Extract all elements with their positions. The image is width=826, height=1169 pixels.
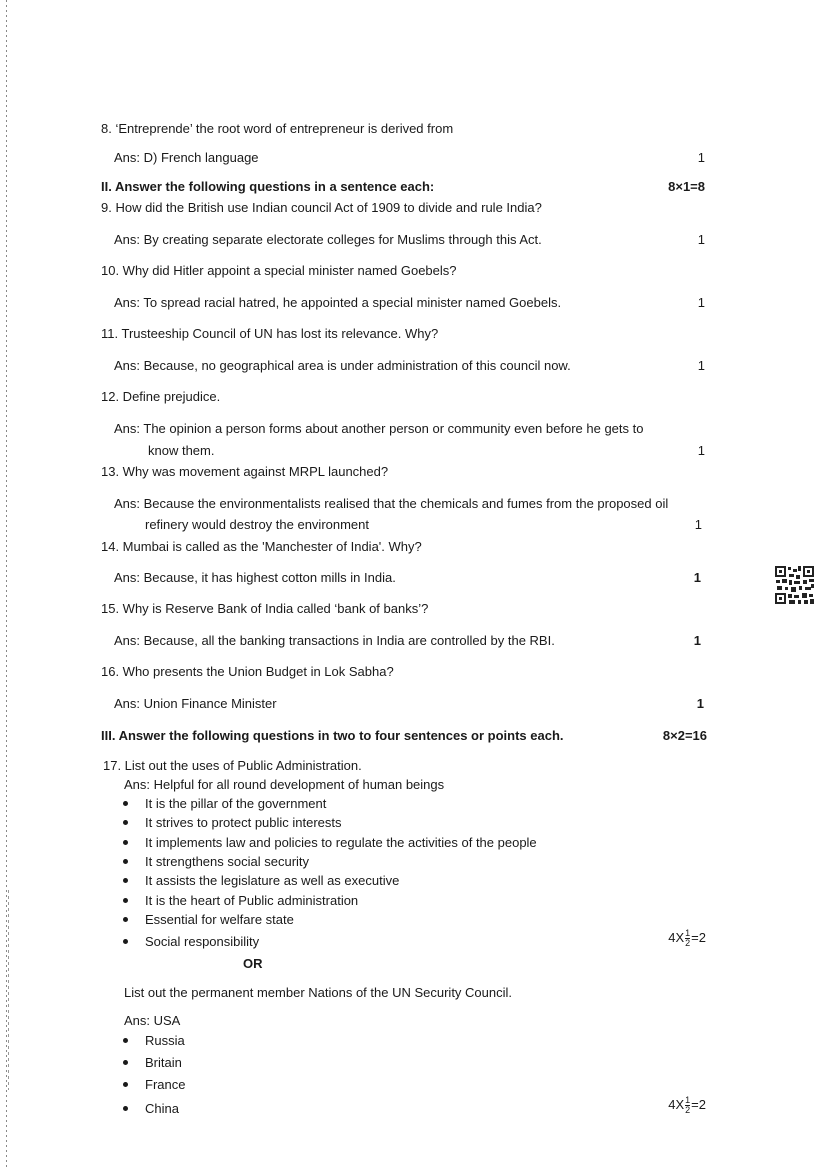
answer-13-line-2: refinery would destroy the environment [145, 517, 370, 532]
point-5: It assists the legislature as well as executive [145, 873, 400, 888]
point-6: It is the heart of Public administration [145, 893, 359, 908]
mark-15: 1 [693, 633, 701, 648]
binding-edge [6, 0, 7, 1169]
bullet-icon [123, 917, 128, 922]
question-16: 16. Who presents the Union Budget in Lok Sabha? [101, 664, 394, 679]
answer-14: Ans: Because, it has highest cotton mills in India. [114, 570, 396, 585]
question-11: 11. Trusteeship Council of UN has lost its relevance. Why? [101, 326, 439, 341]
point-8: Social responsibility [145, 934, 260, 949]
point-7: Essential for welfare state [145, 912, 294, 927]
question-17: 17. List out the uses of Public Administration. [103, 758, 362, 773]
bullet-icon [123, 1060, 128, 1065]
mark-17a: 4X $\frac{1}{2}$ =2 [668, 928, 706, 948]
bullet-icon [123, 820, 128, 825]
point-2: It strives to protect public interests [145, 815, 342, 830]
mark-8: 1 [697, 150, 705, 165]
question-9: 9. How did the British use Indian council Act of 1909 to divide and rule India? [101, 200, 542, 215]
alt-point-2: Britain [145, 1055, 182, 1070]
bullet-icon [123, 801, 128, 806]
alt-point-1: Russia [145, 1033, 185, 1048]
mark-17b: 4X $\frac{1}{2}$ =2 [668, 1095, 706, 1115]
section-2-title: II. Answer the following questions in a sentence each: [101, 179, 435, 194]
question-12: 12. Define prejudice. [101, 389, 221, 404]
answer-8: Ans: D) French language [114, 150, 259, 165]
section-3-title: III. Answer the following questions in two to four sentences or points each. [101, 728, 564, 743]
question-10: 10. Why did Hitler appoint a special minister named Goebels? [101, 263, 457, 278]
qr-code-icon [774, 565, 815, 605]
section-2-marks: 8×1=8 [668, 179, 705, 194]
mark-10: 1 [697, 295, 705, 310]
point-1: It is the pillar of the government [145, 796, 327, 811]
question-17-alt: List out the permanent member Nations of the UN Security Council. [124, 985, 513, 1000]
answer-10: Ans: To spread racial hatred, he appointed a special minister named Goebels. [114, 295, 562, 310]
question-14: 14. Mumbai is called as the 'Manchester of India'. Why? [101, 539, 422, 554]
bullet-icon [123, 878, 128, 883]
mark-14: 1 [693, 570, 701, 585]
alt-point-4: China [145, 1101, 179, 1116]
alt-point-3: France [145, 1077, 186, 1092]
bullet-icon [123, 859, 128, 864]
answer-12-line-1: Ans: The opinion a person forms about another person or community even before he gets to [114, 421, 644, 436]
bullet-icon [123, 1106, 128, 1111]
question-15: 15. Why is Reserve Bank of India called ‘bank of banks’? [101, 601, 429, 616]
answer-17: Ans: Helpful for all round development of human beings [124, 777, 445, 792]
mark-13: 1 [694, 517, 702, 532]
question-8: 8. ‘Entreprende’ the root word of entrepreneur is derived from [101, 121, 454, 136]
mark-12: 1 [697, 443, 705, 458]
bullet-icon [123, 939, 128, 944]
point-3: It implements law and policies to regulate the activities of the people [145, 835, 537, 850]
mark-9: 1 [697, 232, 705, 247]
answer-9: Ans: By creating separate electorate colleges for Muslims through this Act. [114, 232, 542, 247]
mark-11: 1 [697, 358, 705, 373]
point-4: It strengthens social security [145, 854, 310, 869]
bullet-icon [123, 1038, 128, 1043]
bullet-icon [123, 898, 128, 903]
mark-16: 1 [696, 696, 704, 711]
answer-17-alt: Ans: USA [124, 1013, 181, 1028]
answer-16: Ans: Union Finance Minister [114, 696, 277, 711]
bullet-icon [123, 840, 128, 845]
answer-15: Ans: Because, all the banking transactions in India are controlled by the RBI. [114, 633, 555, 648]
bullet-icon [123, 1082, 128, 1087]
section-3-marks: 8×2=16 [662, 728, 707, 743]
answer-13-line-1: Ans: Because the environmentalists realised that the chemicals and fumes from the proposed oil [114, 496, 669, 511]
answer-11: Ans: Because, no geographical area is under administration of this council now. [114, 358, 571, 373]
binding-edge-lower [8, 890, 9, 1090]
question-13: 13. Why was movement against MRPL launched? [101, 464, 389, 479]
answer-12-line-2: know them. [148, 443, 215, 458]
or-divider: OR [243, 956, 263, 971]
